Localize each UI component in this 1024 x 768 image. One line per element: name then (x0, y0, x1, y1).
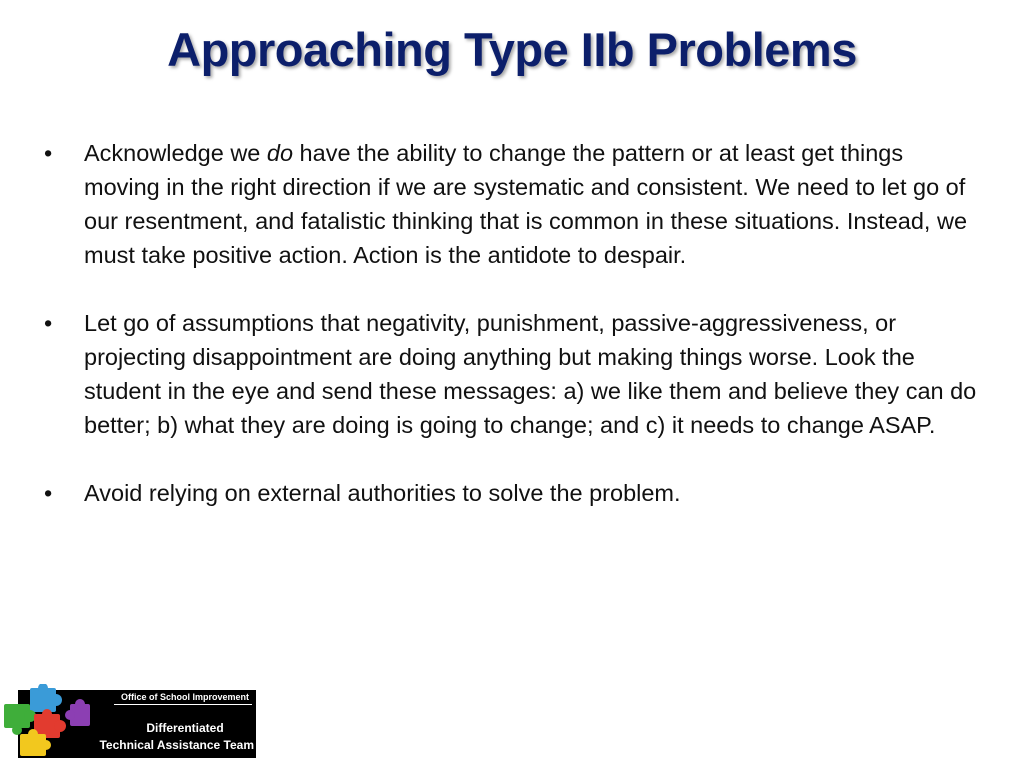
bullet-dot-icon: • (44, 480, 53, 506)
logo-team-label: Technical Assistance Team (99, 738, 254, 752)
logo-differentiated-label: Differentiated (146, 721, 224, 735)
puzzle-piece-blue (30, 684, 62, 712)
bullet-text: Avoid relying on external authorities to solve the problem. (84, 480, 681, 506)
logo-office-label: Office of School Improvement (120, 692, 250, 702)
bullet-item (44, 136, 984, 272)
puzzle-piece-red (34, 709, 66, 738)
slide-title: Approaching Type IIb Problems (167, 23, 857, 76)
dtat-logo (18, 690, 256, 758)
bullet-item (44, 306, 984, 442)
bullet-text: Let go of assumptions that negativity, punishment, passive-aggressiveness, or projecting disappointment are doing anything but making things worse. Look the student in the eye and send these messages: a) we like them and believe they can do better; b) what they are doing is going to change; and c) it needs to change ASAP. (84, 310, 977, 438)
bullet-dot-icon: • (44, 310, 53, 336)
logo-divider (114, 704, 252, 705)
bullet-text: Acknowledge we do have the ability to change the pattern or at least get things moving in the right direction if we are systematic and consistent. We need to let go of our resentment, and fatalistic thinking that is common in these situations. Instead, we must take positive action. Action is the antidote to despair. (84, 140, 968, 268)
puzzle-piece-purple (65, 699, 90, 726)
bullet-item (44, 476, 984, 510)
bullet-list (44, 136, 984, 544)
emphasis-text: do (266, 140, 294, 166)
bullet-dot-icon: • (44, 140, 53, 166)
